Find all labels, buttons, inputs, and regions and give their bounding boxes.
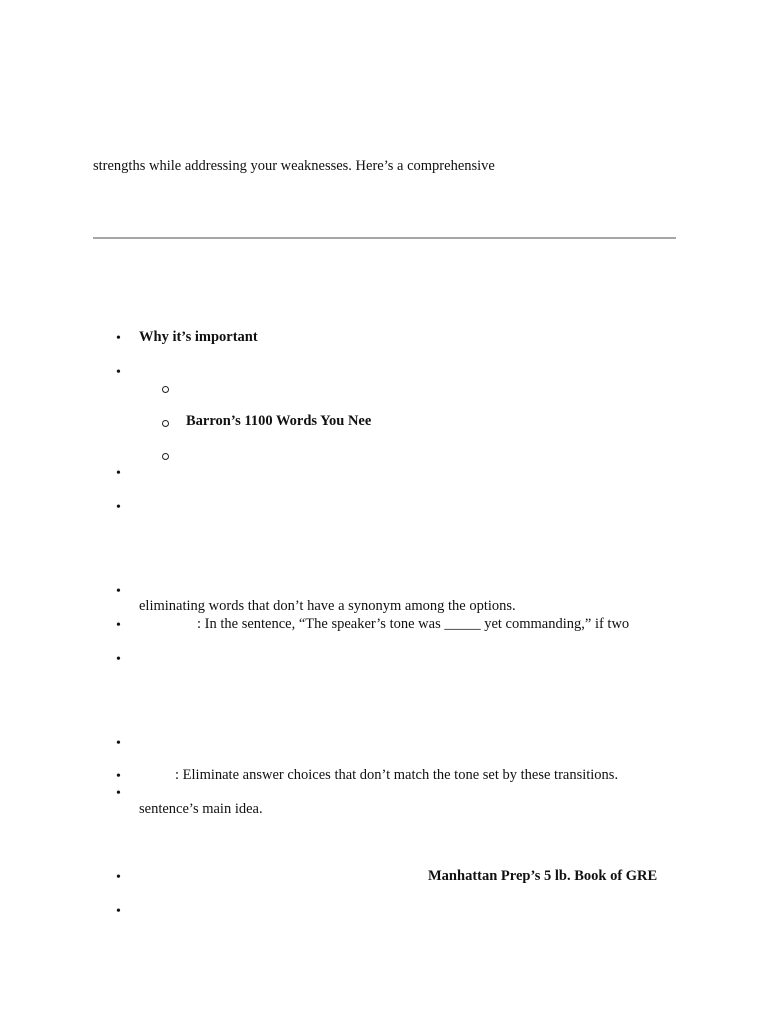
hollow-bullet-icon bbox=[162, 420, 169, 427]
hollow-bullet-icon bbox=[162, 386, 169, 393]
bullet-icon: • bbox=[116, 584, 121, 599]
list-item-barrons bbox=[186, 413, 371, 430]
list-item-eliminating: eliminating words that don’t have a synonym among the options. bbox=[139, 598, 516, 614]
list-item-eliminate-tone: : Eliminate answer choices that don’t match the tone set by these transitions. bbox=[175, 767, 619, 783]
bold-title: Barron’s 1100 Words You Nee bbox=[186, 413, 372, 429]
bullet-icon: • bbox=[116, 786, 121, 801]
bullet-icon: • bbox=[116, 500, 121, 515]
bold-title: Manhattan Prep’s 5 lb. Book of GRE bbox=[428, 868, 658, 884]
bullet-icon: • bbox=[116, 466, 121, 481]
list-item-manhattan bbox=[428, 868, 657, 885]
bullet-icon: • bbox=[116, 769, 121, 784]
bullet-icon: • bbox=[116, 870, 121, 885]
bullet-icon: • bbox=[116, 618, 121, 633]
bold-heading: Why it’s important bbox=[139, 329, 258, 345]
bullet-icon: • bbox=[116, 331, 121, 346]
bullet-icon: • bbox=[116, 904, 121, 919]
bullet-icon: • bbox=[116, 652, 121, 667]
bullet-icon: • bbox=[116, 365, 121, 380]
horizontal-rule bbox=[93, 237, 676, 239]
list-item-why-important bbox=[139, 329, 258, 346]
intro-text: strengths while addressing your weaknesses. Here’s a comprehensive bbox=[93, 158, 495, 174]
bullet-icon: • bbox=[116, 736, 121, 751]
list-item-sentence-example: : In the sentence, “The speaker’s tone was _____ yet commanding,” if two bbox=[197, 616, 630, 632]
hollow-bullet-icon bbox=[162, 453, 169, 460]
list-item-main-idea: sentence’s main idea. bbox=[139, 801, 263, 817]
